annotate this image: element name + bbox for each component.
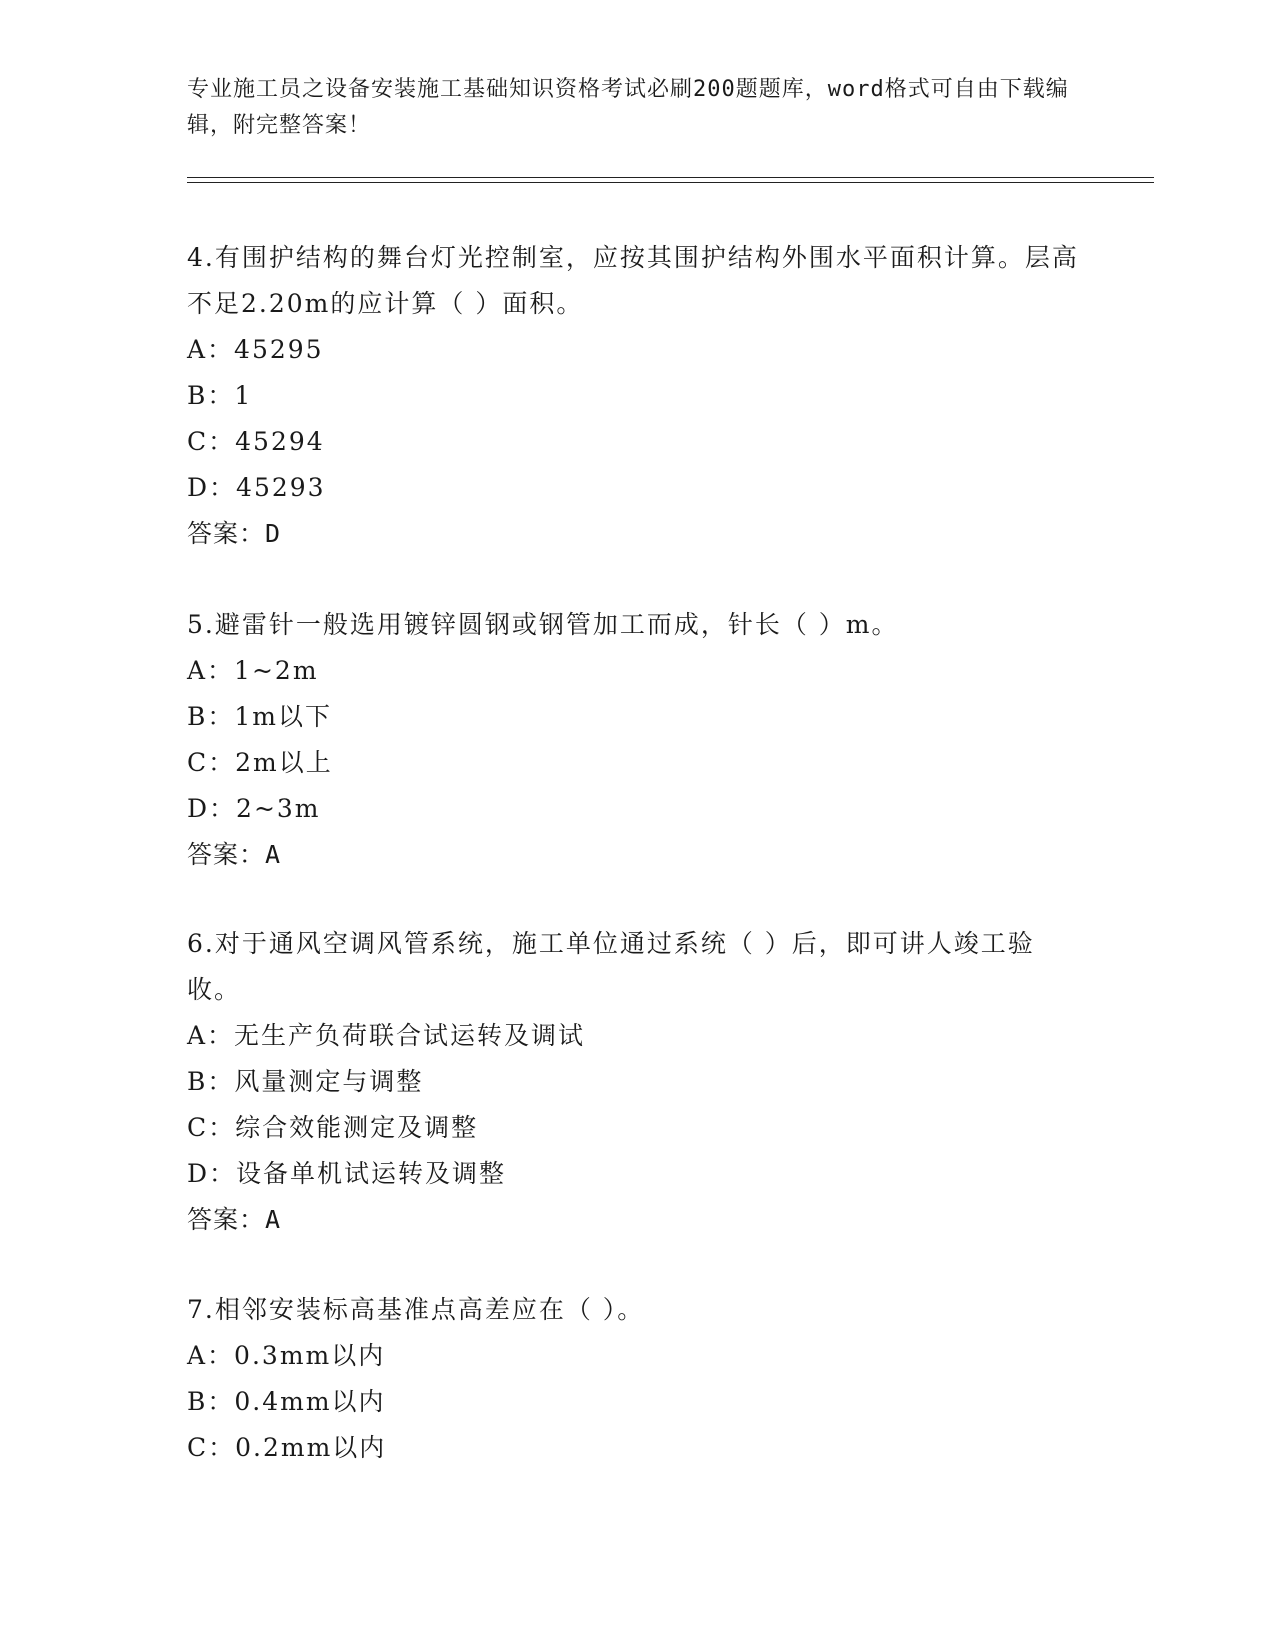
header-divider-bottom [187, 182, 1154, 183]
option-a: A：无生产负荷联合试运转及调试 [187, 1021, 586, 1050]
option-c: C：2m以上 [187, 748, 333, 777]
question-5 [187, 602, 1087, 878]
option-d: D：设备单机试运转及调整 [187, 1159, 507, 1188]
answer: 答案：A [187, 1205, 282, 1234]
answer: 答案：D [187, 519, 282, 548]
question-text: 6.对于通风空调风管系统，施工单位通过系统（ ）后，即可讲人竣工验收。 [187, 929, 1035, 1004]
header-divider-top [187, 177, 1154, 178]
option-d: D：45293 [187, 473, 326, 502]
option-c: C：0.2mm以内 [187, 1433, 387, 1462]
option-d: D：2~3m [187, 794, 321, 823]
option-b: B：风量测定与调整 [187, 1067, 424, 1096]
question-6 [187, 921, 1087, 1243]
option-a: A：0.3mm以内 [187, 1341, 386, 1370]
option-c: C：45294 [187, 427, 325, 456]
question-4 [187, 235, 1087, 557]
question-text: 7.相邻安装标高基准点高差应在（ ）。 [187, 1295, 645, 1324]
answer: 答案：A [187, 840, 282, 869]
option-a: A：45295 [187, 335, 324, 364]
document-header: 专业施工员之设备安装施工基础知识资格考试必刷200题题库，word格式可自由下载编辑，附完整答案！ [187, 77, 1069, 138]
question-text: 5.避雷针一般选用镀锌圆钢或钢管加工而成，针长（ ）m。 [187, 610, 899, 639]
option-b: B：0.4mm以内 [187, 1387, 386, 1416]
option-b: B：1m以下 [187, 702, 332, 731]
option-b: B：1 [187, 381, 253, 410]
question-7 [187, 1287, 1087, 1471]
question-text: 4.有围护结构的舞台灯光控制室，应按其围护结构外围水平面积计算。层高不足2.20m的应计算（ ）面积。 [187, 243, 1079, 318]
option-c: C：综合效能测定及调整 [187, 1113, 479, 1142]
option-a: A：1~2m [187, 656, 319, 685]
